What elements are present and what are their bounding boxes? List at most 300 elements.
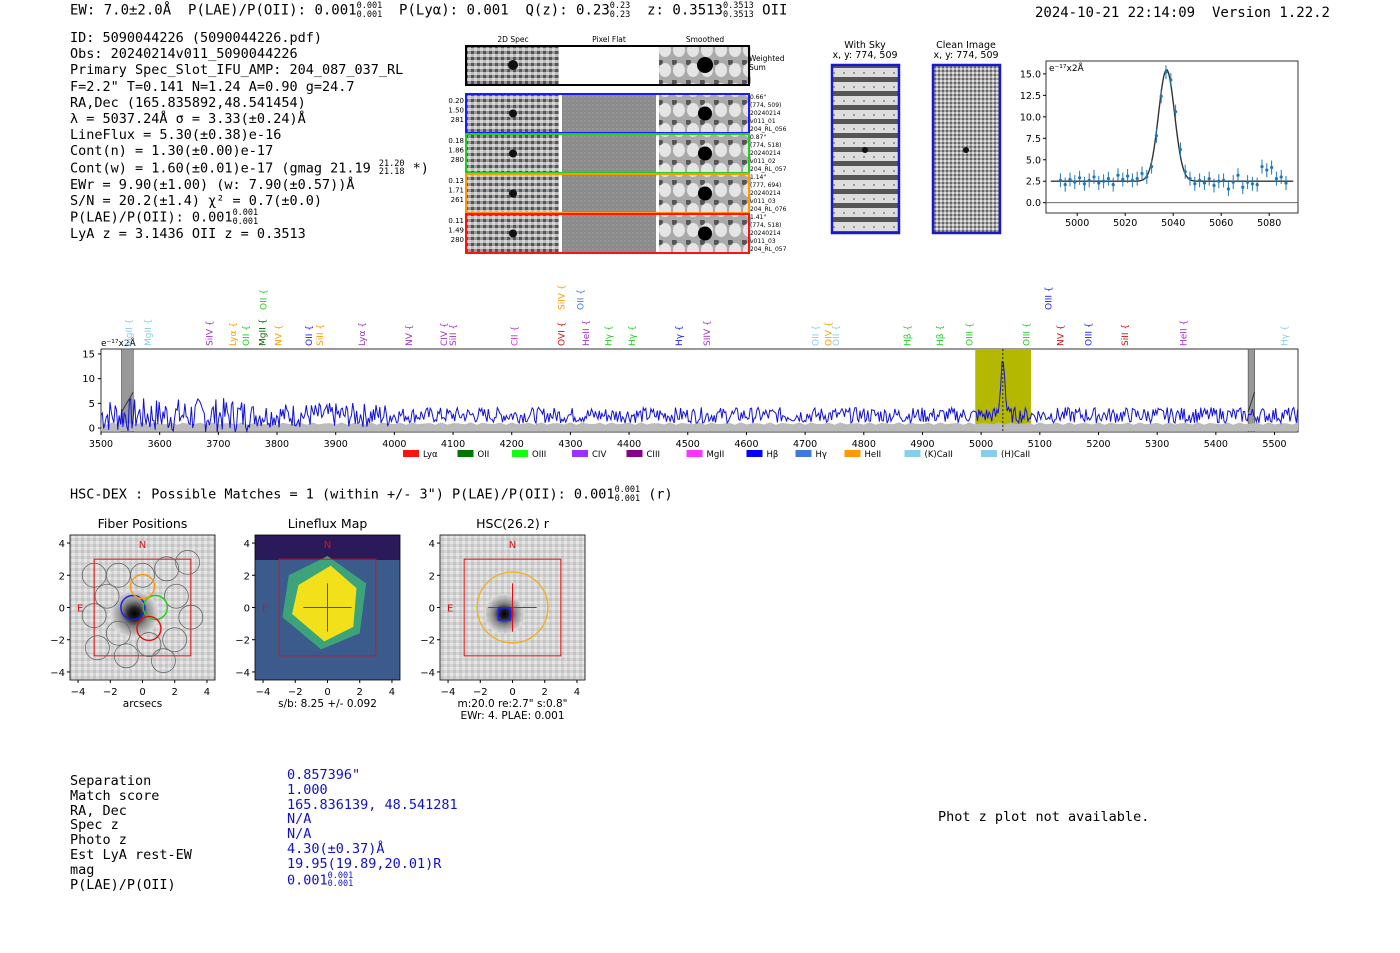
linefit-point-30 <box>1203 181 1206 184</box>
row-right-2-4: 204_RL_076 <box>750 206 787 213</box>
linefit-point-23 <box>1169 78 1172 81</box>
row-right-1-4: 204_RL_057 <box>750 166 787 173</box>
row-right-3-4: 204_RL_057 <box>750 246 787 253</box>
plae-detail-text: P(LAE)/P(OII): 0.001 <box>70 209 233 226</box>
linefit-point-4 <box>1078 176 1081 179</box>
linefit-point-43 <box>1265 168 1268 171</box>
weighted-smooth-source <box>697 57 713 73</box>
detect-id: ID: 5090044226 (5090044226.pdf) <box>70 30 322 46</box>
plae-detail-lo: 0.001 <box>232 216 259 227</box>
label-spec-z: Spec z <box>70 817 119 834</box>
spectrum-ytick-label: 10 <box>82 374 95 386</box>
row-left-2-1: 1.71 <box>448 186 464 195</box>
cutout-panels <box>0 0 1400 260</box>
linefit-point-13 <box>1121 178 1124 181</box>
line-label-9: SiII { <box>315 323 326 346</box>
weighted-label-2: Sum <box>749 63 766 72</box>
row-right-3-0: 1.41" <box>750 214 767 221</box>
spectrum-ytick-label: 5 <box>88 398 95 410</box>
line-label-32: OIII { <box>1084 322 1095 346</box>
spectrum-group <box>82 284 1298 460</box>
linefit-point-32 <box>1212 184 1215 187</box>
spectrum-xtick-label: 3900 <box>323 439 348 450</box>
line-label-19: Hγ { <box>604 325 615 346</box>
legend-label-3: CIV <box>592 450 607 460</box>
linefit-point-10 <box>1107 177 1110 180</box>
line-label-14: CII { <box>510 325 521 346</box>
with-sky-title: With Sky <box>844 40 886 51</box>
linefit-ytick-label: 10.0 <box>1019 112 1041 124</box>
panel-ytick-label-2: 4 <box>428 539 435 551</box>
spectrum-xtick-label: 5500 <box>1262 439 1287 450</box>
legend-swatch-10 <box>981 450 997 457</box>
line-label-1: MgII { <box>143 318 154 346</box>
linefit-xtick-label: 5020 <box>1113 218 1138 229</box>
line-label-17: OVI { <box>557 321 568 346</box>
line-label-31: NV { <box>1056 324 1067 346</box>
linefit-point-37 <box>1236 174 1239 177</box>
legend-label-0: Lyα <box>423 450 438 460</box>
clean-source <box>963 147 969 153</box>
linefit-point-27 <box>1188 177 1191 180</box>
legend-swatch-3 <box>572 450 588 457</box>
row-flat-3 <box>562 215 656 252</box>
panel-xtick-label-1: −2 <box>287 687 303 698</box>
weighted-label-1: Weighted <box>749 54 785 63</box>
linefit-point-44 <box>1270 166 1273 169</box>
row-right-2-1: (777, 694) <box>750 182 782 189</box>
line-label-11: NV { <box>404 324 415 346</box>
value-plae-main: 0.001 <box>287 872 328 889</box>
linefit-point-28 <box>1193 182 1196 185</box>
panel-xtick-label-2: 2 <box>541 687 548 698</box>
panel-ytick-label-1: 2 <box>243 571 250 583</box>
linefit-xtick-label: 5080 <box>1257 218 1282 229</box>
linefit-xtick-label: 5060 <box>1209 218 1234 229</box>
match-labels <box>70 774 192 892</box>
linefit-point-0 <box>1059 179 1062 182</box>
linefit-point-16 <box>1136 177 1139 180</box>
panel-xtick-label-0: −2 <box>102 687 118 698</box>
linefit-point-24 <box>1174 110 1177 113</box>
spectrum-ytick-label: 15 <box>82 349 95 361</box>
row-left-1-0: 0.18 <box>448 137 464 145</box>
line-label-35: Hγ { <box>1280 325 1291 346</box>
linefit-point-46 <box>1280 175 1283 178</box>
row-left-3-2: 280 <box>450 236 464 244</box>
linefit-point-5 <box>1083 182 1086 185</box>
panel-caption-1: s/b: 8.25 +/- 0.092 <box>278 698 377 710</box>
row-right-0-2: 20240214 <box>750 110 781 117</box>
linefit-point-12 <box>1116 174 1119 177</box>
line-label-30: OIII { <box>1044 286 1055 310</box>
plya-value: P(Lyα): 0.001 <box>399 2 509 19</box>
panel-ytick-label-2: 0 <box>428 603 435 615</box>
line-label-29: OIII { <box>1022 322 1033 346</box>
line-label-4: OII { <box>241 325 252 346</box>
linefit-ytick-label: 5.0 <box>1025 155 1041 167</box>
row-right-1-1: (774, 518) <box>750 142 782 149</box>
galaxy-2 <box>484 594 524 634</box>
panel-xtick-label-0: 4 <box>203 687 211 698</box>
panel-caption-0: arcsecs <box>122 698 163 710</box>
legend-swatch-0 <box>403 450 419 457</box>
line-label-16: OII { <box>576 289 587 310</box>
row-left-3-0: 0.11 <box>448 217 464 225</box>
value-photo-z: N/A <box>287 826 312 843</box>
ra-dec: RA,Dec (165.835892,48.541454) <box>70 94 306 111</box>
cont-w-text: Cont(w) = 1.60(±0.01)e-17 (gmag 21.19 <box>70 160 371 177</box>
linefit-point-38 <box>1241 186 1244 189</box>
legend-swatch-9 <box>905 450 921 457</box>
value-plae <box>287 872 458 889</box>
linefit-ytick-label: 0.0 <box>1025 198 1041 210</box>
line-label-20: Hγ { <box>627 325 638 346</box>
line-fit-plot <box>1020 61 1298 229</box>
line-label-15: SiIV { <box>557 284 568 310</box>
linefit-point-7 <box>1092 175 1095 178</box>
row-left-0-0: 0.20 <box>448 97 464 105</box>
panel-ytick-label-0: 4 <box>58 539 65 551</box>
linefit-ytick-label: 12.5 <box>1019 90 1041 102</box>
panel-title-1: Lineflux Map <box>287 516 368 531</box>
line-label-28: OIII { <box>965 322 976 346</box>
weighted-flat <box>562 47 656 84</box>
legend-label-5: MgII <box>706 450 725 460</box>
line-label-3: Lyα { <box>228 321 239 346</box>
spectrum-xtick-label: 4800 <box>851 439 876 450</box>
row-right-2-3: v011_03 <box>750 198 776 205</box>
linefit-point-1 <box>1064 183 1067 186</box>
sky-panels <box>832 40 1000 233</box>
row-2d-source-1 <box>509 150 517 158</box>
cont-n: Cont(n) = 1.30(±0.00)e-17 <box>70 143 274 160</box>
spectrum-xtick-label: 5100 <box>1027 439 1052 450</box>
legend-label-8: HeII <box>864 450 882 460</box>
legend-swatch-7 <box>796 450 812 457</box>
row-right-0-1: (774, 509) <box>750 102 782 109</box>
line-label-2: SiIV { <box>205 320 216 346</box>
linefit-point-35 <box>1227 187 1230 190</box>
panel-title-2: HSC(26.2) r <box>476 516 549 531</box>
linefit-point-6 <box>1088 179 1091 182</box>
qz-lo: 0.23 <box>609 9 631 20</box>
line-label-6: MgII { <box>258 318 269 346</box>
qz-up: 0.23 <box>609 1 631 11</box>
linefit-ytick-label: 15.0 <box>1019 69 1041 81</box>
galaxy-0 <box>110 590 158 638</box>
line-label-8: OII { <box>305 325 316 346</box>
gmag-lo: 21.18 <box>378 167 405 178</box>
linefit-point-22 <box>1164 71 1167 74</box>
panel-xtick-label-1: −4 <box>255 687 271 698</box>
value-spec-z: N/A <box>287 811 312 828</box>
line-label-33: SiII { <box>1120 323 1131 346</box>
ewr: EWr = 9.90(±1.00) (w: 7.90(±0.57))Å <box>70 176 355 193</box>
plae-up: 0.001 <box>356 1 383 11</box>
linefit-point-41 <box>1256 183 1259 186</box>
panel-ytick-label-0: 2 <box>58 571 65 583</box>
photz-note: Phot z plot not available. <box>938 809 1150 825</box>
north-label-2: N <box>508 540 517 551</box>
panel-xtick-label-2: −2 <box>472 687 488 698</box>
panel-xtick-label-1: 4 <box>388 687 396 698</box>
linefit-point-17 <box>1140 172 1143 175</box>
panel-xtick-label-0: 2 <box>171 687 178 698</box>
spectrum-xtick-label: 3800 <box>264 439 290 450</box>
panel-xtick-label-2: 0 <box>509 687 516 698</box>
row-left-0-1: 1.50 <box>448 106 464 115</box>
mask-band-1 <box>1248 349 1254 432</box>
row-right-0-3: v011_01 <box>750 118 776 125</box>
panel-ytick-label-1: −2 <box>235 635 250 647</box>
lambda-sigma: λ = 5037.24Å σ = 3.33(±0.24)Å <box>70 111 306 128</box>
line-label-18: HeII { <box>582 319 593 346</box>
line-label-34: HeII { <box>1179 319 1190 346</box>
hsc-summary-text: HSC-DEX : Possible Matches = 1 (within +/- 3") P(LAE)/P(OII): 0.001 <box>70 486 615 503</box>
plae-detail-up: 0.001 <box>232 208 259 219</box>
row-left-2-2: 261 <box>450 196 464 204</box>
imaging-group <box>50 516 585 722</box>
legend-label-6: Hβ <box>766 450 779 460</box>
value-est-lya-ew: 4.30(±0.37)Å <box>287 840 385 857</box>
panel-xtick-label-1: 2 <box>356 687 363 698</box>
lya-oii-z: LyA z = 3.1436 OII z = 0.3513 <box>70 226 306 243</box>
row-flat-0 <box>562 95 656 132</box>
label-mag: mag <box>70 861 95 878</box>
row-right-0-0: 0.66" <box>750 94 767 101</box>
clean-xy: x, y: 774, 509 <box>933 50 999 61</box>
line-label-22: SIIV { <box>703 320 714 346</box>
panel-xtick-label-0: 0 <box>139 687 146 698</box>
panel-ytick-label-2: −2 <box>420 635 435 647</box>
linefit-point-45 <box>1275 177 1278 180</box>
z-up: 0.3513 <box>722 1 754 11</box>
row-smooth-source-2 <box>698 187 712 201</box>
linefit-frame <box>1046 61 1298 213</box>
panel-xtick-label-1: 0 <box>324 687 331 698</box>
north-label-1: N <box>323 540 332 551</box>
with-sky-xy: x, y: 774, 509 <box>832 50 898 61</box>
linefit-point-19 <box>1150 165 1153 168</box>
spectrum-xtick-label: 4000 <box>382 439 407 450</box>
panel-xtick-label-0: −4 <box>70 687 86 698</box>
value-ra-dec: 165.836139, 48.541281 <box>287 796 458 813</box>
value-mag: 19.95(19.89,20.01)R <box>287 855 442 872</box>
value-match-score: 1.000 <box>287 781 328 798</box>
weighted-2d-source <box>508 60 518 70</box>
line-label-10: Lyα { <box>358 321 369 346</box>
linefit-xtick-label: 5040 <box>1161 218 1186 229</box>
linefit-point-15 <box>1131 179 1134 182</box>
spectrum-unit: e⁻¹⁷x2Å <box>101 339 136 349</box>
panel-ytick-label-1: 0 <box>243 603 250 615</box>
with-sky-source <box>862 147 868 153</box>
z-line: OII <box>762 2 788 19</box>
legend-swatch-2 <box>512 450 528 457</box>
row-right-1-2: 20240214 <box>750 150 781 157</box>
label-plae: P(LAE)/P(OII) <box>70 876 176 893</box>
linefit-ytick-label: 2.5 <box>1025 176 1041 188</box>
value-separation: 0.857396" <box>287 767 361 783</box>
match-values <box>287 768 458 889</box>
legend-swatch-5 <box>687 450 703 457</box>
linefit-point-20 <box>1155 134 1158 137</box>
line-label-0: MgII { <box>125 318 136 346</box>
spectrum-xtick-label: 5400 <box>1203 439 1228 450</box>
version: Version 1.22.2 <box>1211 5 1330 21</box>
row-left-1-1: 1.86 <box>448 146 464 155</box>
line-label-25: OII { <box>832 325 843 346</box>
col-pixel-flat: Pixel Flat <box>592 35 626 44</box>
row-2d-source-0 <box>509 110 517 118</box>
linefit-point-40 <box>1251 182 1254 185</box>
panel-ytick-label-0: −2 <box>50 635 65 647</box>
row-left-2-0: 0.13 <box>448 177 464 185</box>
spectrum-xtick-label: 3700 <box>206 439 231 450</box>
primary-spec: Primary Spec_Slot_IFU_AMP: 204_087_037_RL <box>70 62 404 79</box>
spectrum-xtick-label: 3600 <box>147 439 172 450</box>
spectrum-xtick-label: 5200 <box>1086 439 1111 450</box>
imaging-panels <box>0 505 640 730</box>
row-flat-1 <box>562 135 656 172</box>
linefit-point-34 <box>1222 179 1225 182</box>
spectrum-xtick-label: 4200 <box>499 439 524 450</box>
spectrum-xtick-label: 3500 <box>88 439 114 450</box>
label-photo-z: Photo z <box>70 832 127 849</box>
row-smooth-source-0 <box>698 107 712 121</box>
row-2d-source-2 <box>509 190 517 198</box>
col-2d-spec: 2D Spec <box>497 35 529 44</box>
value-plae-lo: 0.001 <box>327 879 354 890</box>
legend-swatch-4 <box>627 450 643 457</box>
legend-swatch-6 <box>747 450 763 457</box>
row-smooth-source-1 <box>698 147 712 161</box>
panel-ytick-label-2: 2 <box>428 571 435 583</box>
east-label-1: E <box>262 603 269 615</box>
row-right-1-3: v011_02 <box>750 158 776 165</box>
spectrum-xtick-label: 5300 <box>1145 439 1170 450</box>
line-label-13: SiII { <box>448 323 459 346</box>
legend-label-7: Hγ <box>815 450 827 460</box>
legend-label-1: OII <box>477 450 490 460</box>
linefit-point-36 <box>1232 180 1235 183</box>
line-label-23: OII { <box>811 325 822 346</box>
fiber-params: F=2.2" T=0.141 N=1.24 A=0.90 g=24.7 <box>70 78 355 95</box>
spectrum-xtick-label: 4500 <box>675 439 700 450</box>
gmag-up: 21.20 <box>378 158 405 169</box>
label-match-score: Match score <box>70 787 160 804</box>
label-ra-dec: RA, Dec <box>70 802 127 819</box>
legend-label-2: OIII <box>532 450 547 460</box>
label-separation: Separation <box>70 773 152 789</box>
row-right-3-1: (774, 518) <box>750 222 782 229</box>
linefit-point-29 <box>1198 179 1201 182</box>
panel-ytick-label-1: 4 <box>243 539 250 551</box>
row-left-0-2: 281 <box>450 116 464 124</box>
linefit-xtick-label: 5000 <box>1065 218 1090 229</box>
line-label-7: NV { <box>274 324 285 346</box>
legend-label-4: CIII <box>646 450 660 460</box>
panel-ytick-label-0: −4 <box>50 667 65 679</box>
row-right-2-0: 1.14" <box>750 174 767 181</box>
line-label-21: Hγ { <box>674 325 685 346</box>
spectrum-ytick-label: 0 <box>88 423 95 435</box>
linefit-point-25 <box>1179 148 1182 151</box>
spectrum-xtick-label: 4600 <box>734 439 759 450</box>
lineflux: LineFlux = 5.30(±0.38)e-16 <box>70 127 282 144</box>
legend-label-9: (K)CaII <box>924 450 953 460</box>
linefit-point-31 <box>1208 177 1211 180</box>
ew-value: EW: 7.0±2.0Å <box>70 2 172 19</box>
z-value: z: 0.3513 <box>647 2 723 19</box>
panel-xtick-label-2: 4 <box>573 687 581 698</box>
spectrum-xtick-label: 4700 <box>793 439 818 450</box>
full-spectrum-plot <box>0 270 1400 470</box>
line-label-27: Hβ { <box>936 324 947 346</box>
plae-lo: 0.001 <box>356 9 383 20</box>
linefit-point-33 <box>1217 180 1220 183</box>
north-label-0: N <box>138 540 147 551</box>
row-right-2-2: 20240214 <box>750 190 781 197</box>
row-2d-source-3 <box>509 230 517 238</box>
spectrum-xtick-label: 5000 <box>969 439 994 450</box>
spectrum-xtick-label: 4300 <box>558 439 583 450</box>
cutout-grid <box>448 35 786 253</box>
linefit-point-2 <box>1068 178 1071 181</box>
linefit-point-39 <box>1246 180 1249 183</box>
panel-title-0: Fiber Positions <box>97 516 188 531</box>
panel-xtick-label-2: −4 <box>440 687 456 698</box>
hsc-dex-summary <box>70 486 673 503</box>
linefit-point-21 <box>1160 95 1163 98</box>
linefit-point-26 <box>1184 170 1187 173</box>
legend-swatch-1 <box>458 450 474 457</box>
timestamp: 2024-10-21 22:14:09 <box>1034 5 1196 21</box>
line-label-5: OII { <box>259 289 270 310</box>
row-right-3-3: v011_03 <box>750 238 776 245</box>
col-smoothed: Smoothed <box>685 35 725 44</box>
line-label-12: CIV { <box>440 322 451 346</box>
qz-value: Q(z): 0.23 <box>525 2 610 19</box>
hsc-band: (r) <box>648 486 673 503</box>
panel-ytick-label-1: −4 <box>235 667 250 679</box>
panel-ytick-label-0: 0 <box>58 603 65 615</box>
linefit-point-9 <box>1102 180 1105 183</box>
obs-id: Obs: 20240214v011_5090044226 <box>70 46 298 63</box>
linefit-point-42 <box>1260 165 1263 168</box>
linefit-point-47 <box>1284 181 1287 184</box>
hsc-plae-lo: 0.001 <box>614 493 641 504</box>
legend-label-10: (H)CaII <box>1001 450 1031 460</box>
linefit-point-8 <box>1097 181 1100 184</box>
row-left-3-1: 1.49 <box>448 226 464 235</box>
row-right-0-4: 204_RL_056 <box>750 126 787 133</box>
row-left-1-2: 280 <box>450 156 464 164</box>
plae-value: P(LAE)/P(OII): 0.001 <box>188 2 357 19</box>
line-label-24: OIV { <box>824 321 835 346</box>
sn-chi2: S/N = 20.2(±1.4) χ² = 0.7(±0.0) <box>70 192 322 209</box>
east-label-0: E <box>77 603 84 615</box>
value-plae-up: 0.001 <box>327 870 354 881</box>
linefit-point-11 <box>1112 183 1115 186</box>
linefit-unit: e⁻¹⁷x2Å <box>1049 64 1084 74</box>
linefit-point-18 <box>1145 175 1148 178</box>
linefit-ytick-label: 7.5 <box>1025 133 1041 145</box>
spectrum-xtick-label: 4100 <box>440 439 466 450</box>
clean-title: Clean Image <box>936 40 996 51</box>
cont-w-end: *) <box>412 160 429 177</box>
